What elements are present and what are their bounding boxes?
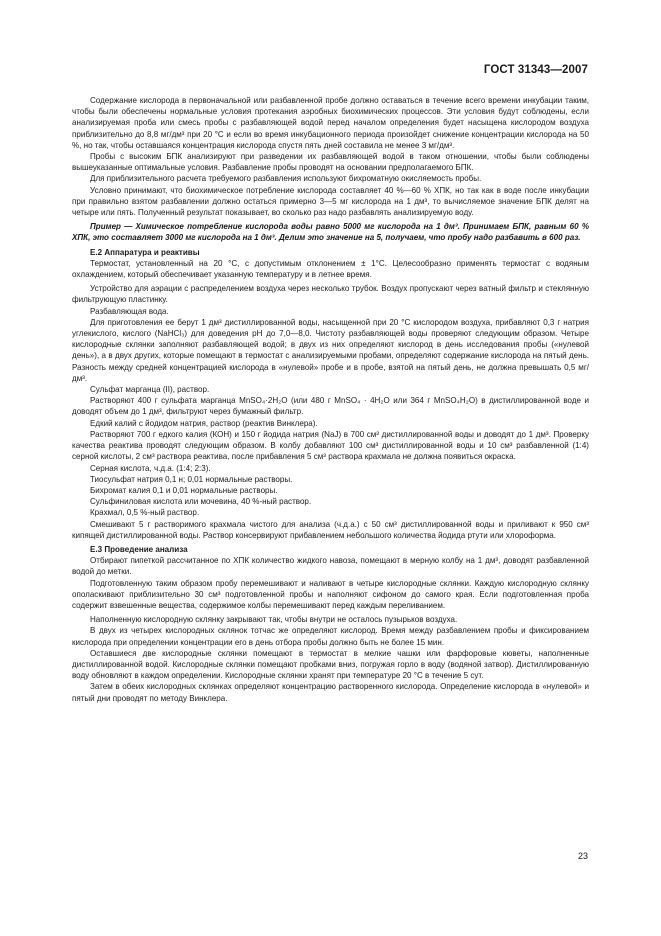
document-body (72, 95, 589, 704)
paragraph: Тиосульфат натрия 0,1 н; 0,01 нормальные растворы. (90, 474, 293, 484)
section-heading: Е.2 Аппаратура и реактивы (90, 247, 200, 257)
paragraph: Оставшиеся две кислородные склянки помещают в термостат в мелкие чашки или фарфоровые кюветы, наполненные дистиллированной водой. Кислородные склянки помещают пробками вниз, погружая горло в воду (водяной затвор). Дистиллированную воду обновляют в каждом определении. Кислородные склянки хранят при температуре 20 °С в течение 5 сут. (72, 648, 589, 681)
paragraph: Условно принимают, что биохимическое потребление кислорода составляет 40 %—60 % ХПК, но так как в воде после инкубации при правильно взятом разбавлении должно остаться примерно 3—5 мг кислорода на 1 дм³, то вычисляемое значение БПК делят на четыре или пять. Полученный результат показывает, во сколько раз надо разбавлять анализируемую воду. (72, 185, 589, 218)
paragraph: Бихромат калия 0,1 и 0,01 нормальные растворы. (90, 485, 278, 495)
paragraph: Разбавляющая вода. (90, 306, 169, 316)
paragraph: Сульфат марганца (II), раствор. (90, 385, 210, 395)
paragraph: Для приготовления ее берут 1 дм³ дистиллированной воды, насыщенной при 20 °С кислородом воздуха, прибавляют 0,3 г натрия углекислого, кислого (NaHCl₃) для доведения рН до 7,0—8,0. Чистоту разбавляющей воды проверяют следующим образом. Четыре кислородные склянки заполняют разбавляющей водой; в двух из них определяют кислород в день исследования пробы («нулевой день»), а в двух других, которые помещают в термостат с анализируемыми пробами, определяют содержание кислорода на пятый день. Разность между средней концентрацией кислорода в «нулевой» пробе и в пробе, взятой на пятый день, не должна превышать 0,5 мг/дм³. (72, 317, 589, 383)
paragraph: Термостат, установленный на 20 °С, с допустимым отклонением ± 1°С. Целесообразно применять термостат с водяным охлаждением, который обеспечивает указанную температуру и в летнее время. (72, 258, 589, 280)
paragraph: Наполненную кислородную склянку закрывают так, чтобы внутри не осталось пузырьков воздуха. (90, 615, 458, 625)
paragraph: Содержание кислорода в первоначальной или разбавленной пробе должно оставаться в течение всего времени инкубации таким, чтобы были обеспечены нормальные условия протекания аэробных биохимических процессов. Эти условия будут соблюдены, если анализируемая проба или смесь пробы с разбавляющей водой перед началом определения будет насыщена кислородом воздуха приблизительно до 8,8 мг/дм³ при 20 °С и если во время инкубационного периода произойдет снижение концентрации кислорода на 50 %, но так, чтобы оставшаяся концентрация кислорода спустя пять дней составила не менее 3 мг/дм³. (72, 96, 589, 150)
paragraph: Растворяют 700 г едкого калия (КОН) и 150 г йодида натрия (NaJ) в 700 см³ дистиллированной воды и доводят до 1 дм³. Проверку качества реактива проводят следующим образом. В колбу добавляют 100 см³ дистиллированной воды и 10 см³ разбавленной (1:4) серной кислоты, 2 см³ раствора реактива, после прибавления 5 см³ раствора крахмала не должна появиться окраска. (72, 429, 589, 462)
paragraph: Пробы с высоким БПК анализируют при разведении их разбавляющей водой в таком отношении, чтобы были соблюдены вышеуказанные оптимальные условия. Разбавление пробы проводят на основании предполагаемого БПК. (72, 152, 589, 173)
document-code-header: ГОСТ 31343—2007 (483, 64, 588, 76)
paragraph: Едкий калий с йодидом натрия, раствор (реактив Винклера). (90, 418, 318, 428)
example-paragraph: Пример — Химическое потребление кислорода воды равно 5000 мг кислорода на 1 дм³. Принимаем БПК, равным 60 % ХПК, это составляет 3000 мг кислорода на 1 дм³. Делим это значение на 5, получаем, что пробу надо разбавить в 600 раз. (72, 222, 589, 243)
paragraph: Устройство для аэрации с распределением воздуха через несколько трубок. Воздух пропускают через ватный фильтр и стеклянную фильтрующую пластинку. (72, 284, 589, 305)
paragraph: Сульфиниловая кислота или мочевина, 40 %-ный раствор. (90, 497, 312, 507)
paragraph: Подготовленную таким образом пробу перемешивают и наливают в четыре кислородные склянки. Каждую кислородную склянку ополаскивают приблизительно 30 см³ подготовленной пробы и наполняют сифоном до самого края. Если подготовленная проба содержит взвешенные вещества, содержимое колбы перемешивают перед каждым переливанием. (72, 578, 589, 610)
paragraph: Для приблизительного расчета требуемого разбавления используют бихроматную окисляемость пробы. (90, 174, 482, 184)
paragraph: Серная кислота, ч.д.а. (1:4; 2:3). (90, 463, 211, 473)
section-heading: Е.3 Проведение анализа (90, 544, 188, 554)
paragraph: Смешивают 5 г растворимого крахмала чистого для анализа (ч.д.а.) с 50 см³ дистиллированной воды и приливают к 950 см³ кипящей дистиллированной воды. Раствор консервируют прибавлением небольшого количества йодида ртути или хлороформа. (72, 519, 589, 540)
paragraph: Растворяют 400 г сульфата марганца MnSO₄·2H₂O (или 480 г MnSO₄ · 4H₂O или 364 г MnSO₄H₂O) в дистиллированной воде и доводят объем до 1 дм³, фильтруют через бумажный фильтр. (72, 396, 589, 417)
paragraph: Затем в обеих кислородных склянках определяют концентрацию растворенного кислорода. Определение кислорода в «нулевой» и пятый дни проводят по методу Винклера. (72, 682, 589, 703)
paragraph: В двух из четырех кислородных склянок тотчас же определяют кислород. Время между разбавлением пробы и фиксированием кислорода при определении концентрации его в день отбора пробы должно быть не более 15 мин. (72, 626, 589, 647)
paragraph: Крахмал, 0,5 %-ный раствор. (90, 508, 200, 518)
page-number: 23 (577, 851, 588, 861)
paragraph: Отбирают пипеткой рассчитанное по ХПК количество жидкого навоза, помещают в мерную колбу на 1 дм³, доводят разбавленной водой до метки. (72, 556, 589, 577)
